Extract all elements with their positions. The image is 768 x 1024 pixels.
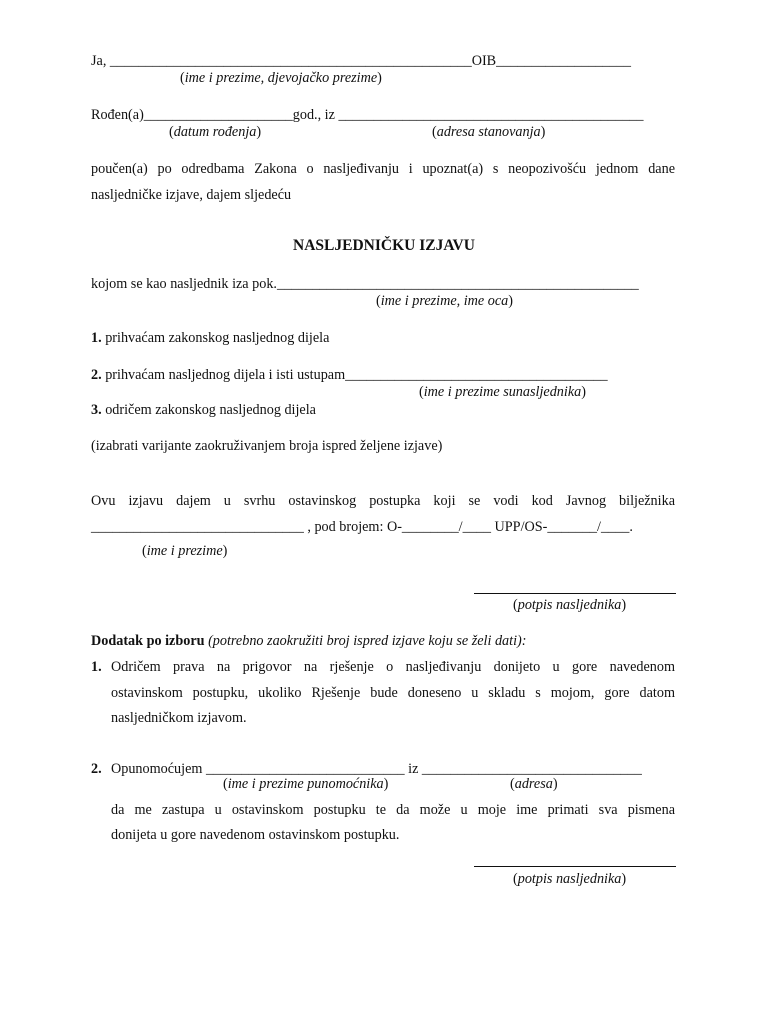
hint-text: ime i prezime punomoćnika	[227, 776, 384, 792]
hint-close: )	[540, 124, 546, 140]
option-text: prihvaćam zakonskog nasljednog dijela	[101, 330, 330, 346]
hint-text: ime i prezime, ime oca	[380, 293, 509, 309]
address-hint	[432, 125, 545, 139]
hint-open: (	[180, 70, 185, 86]
option-text: prihvaćam nasljednog dijela i isti ustupam_____________________________________	[101, 367, 608, 383]
addendum-2-number[interactable]	[91, 762, 102, 776]
option-1	[91, 331, 329, 345]
deceased-hint	[376, 294, 513, 308]
hint-text: ime i prezime, djevojačko prezime	[184, 70, 378, 86]
name-hint	[180, 71, 382, 85]
addendum-1-line-3: nasljedničkom izjavom.	[111, 710, 247, 726]
hint-close: )	[552, 776, 558, 792]
hint-close: )	[621, 597, 627, 613]
name-oib-line: Ja, ___________________________________________________OIB___________________	[91, 53, 631, 69]
hint-open: (	[223, 776, 228, 792]
signature-hint-2	[513, 872, 626, 886]
hint-text: ime i prezime	[146, 543, 223, 559]
hint-open: (	[510, 776, 515, 792]
hint-open: (	[142, 543, 147, 559]
purpose-line-1: Ovu izjavu dajem u svrhu ostavinskog postupka koji se vodi kod Javnog bilježnika	[91, 493, 675, 509]
addendum-1-line-2: ostavinskom postupku, ukoliko Rješenje bude doneseno u skladu s mojom, gore datom	[111, 685, 675, 701]
option-number[interactable]: 3.	[91, 402, 102, 418]
hint-open: (	[432, 124, 437, 140]
hint-close: )	[581, 384, 586, 400]
coheir-hint	[419, 385, 586, 399]
option-3	[91, 403, 316, 417]
hint-close: )	[621, 871, 627, 887]
hint-close: )	[256, 124, 262, 140]
hint-open: (	[513, 871, 518, 887]
deceased-line: kojom se kao nasljednik iza pok.___________________________________________________	[91, 276, 639, 292]
notary-name-hint	[142, 544, 227, 558]
purpose-line-2: ______________________________ , pod brojem: O-________/____ UPP/OS-_______/____.	[91, 519, 633, 535]
addendum-2-line-2: da me zastupa u ostavinskom postupku te da može u moje ime primati sva pismena	[111, 802, 675, 818]
hint-close: )	[377, 70, 382, 86]
option-text: odričem zakonskog nasljednog dijela	[101, 402, 316, 418]
signature-line-1	[474, 593, 676, 594]
hint-open: (	[376, 293, 381, 309]
addendum-1-line-1: Odričem prava na prigovor na rješenje o nasljeđivanju donijeto u gore navedenom	[111, 659, 675, 675]
option-2	[91, 368, 608, 382]
option-number[interactable]: 1.	[91, 659, 102, 675]
proxy-address-hint	[510, 777, 558, 791]
addendum-2-line-1: Opunomoćujem ____________________________ iz _______________________________	[111, 761, 642, 777]
signature-line-2	[474, 866, 676, 867]
birth-address-line: Rođen(a)_____________________god., iz ___________________________________________	[91, 107, 644, 123]
birthdate-hint	[169, 125, 261, 139]
hint-text: adresa	[514, 776, 553, 792]
addendum-heading-note: (potrebno zaokružiti broj ispred izjave koju se želi dati):	[204, 633, 527, 649]
hint-text: datum rođenja	[173, 124, 257, 140]
addendum-2-line-3: donijeta u gore navedenom ostavinskom postupku.	[111, 827, 400, 843]
hint-text: potpis nasljednika	[517, 597, 622, 613]
signature-hint-1	[513, 598, 626, 612]
option-number[interactable]: 2.	[91, 367, 102, 383]
intro-line-2: nasljedničke izjave, dajem sljedeću	[91, 187, 292, 203]
addendum-heading	[91, 634, 526, 648]
hint-close: )	[383, 776, 389, 792]
option-number[interactable]: 1.	[91, 330, 102, 346]
hint-text: adresa stanovanja	[436, 124, 541, 140]
addendum-heading-bold: Dodatak po izboru	[91, 633, 205, 649]
proxy-name-hint	[223, 777, 388, 791]
addendum-1-number[interactable]	[91, 660, 102, 674]
choose-note: (izabrati varijante zaokruživanjem broja ispred željene izjave)	[91, 438, 443, 454]
option-number[interactable]: 2.	[91, 761, 102, 777]
hint-open: (	[169, 124, 174, 140]
hint-close: )	[508, 293, 513, 309]
hint-text: potpis nasljednika	[517, 871, 622, 887]
hint-close: )	[222, 543, 228, 559]
hint-open: (	[419, 384, 424, 400]
hint-text: ime i prezime sunasljednika	[423, 384, 582, 400]
intro-line-1: poučen(a) po odredbama Zakona o nasljeđivanju i upoznat(a) s neopozivošću jednom dane	[91, 161, 675, 177]
hint-open: (	[513, 597, 518, 613]
document-title: NASLJEDNIČKU IZJAVU	[293, 237, 475, 254]
